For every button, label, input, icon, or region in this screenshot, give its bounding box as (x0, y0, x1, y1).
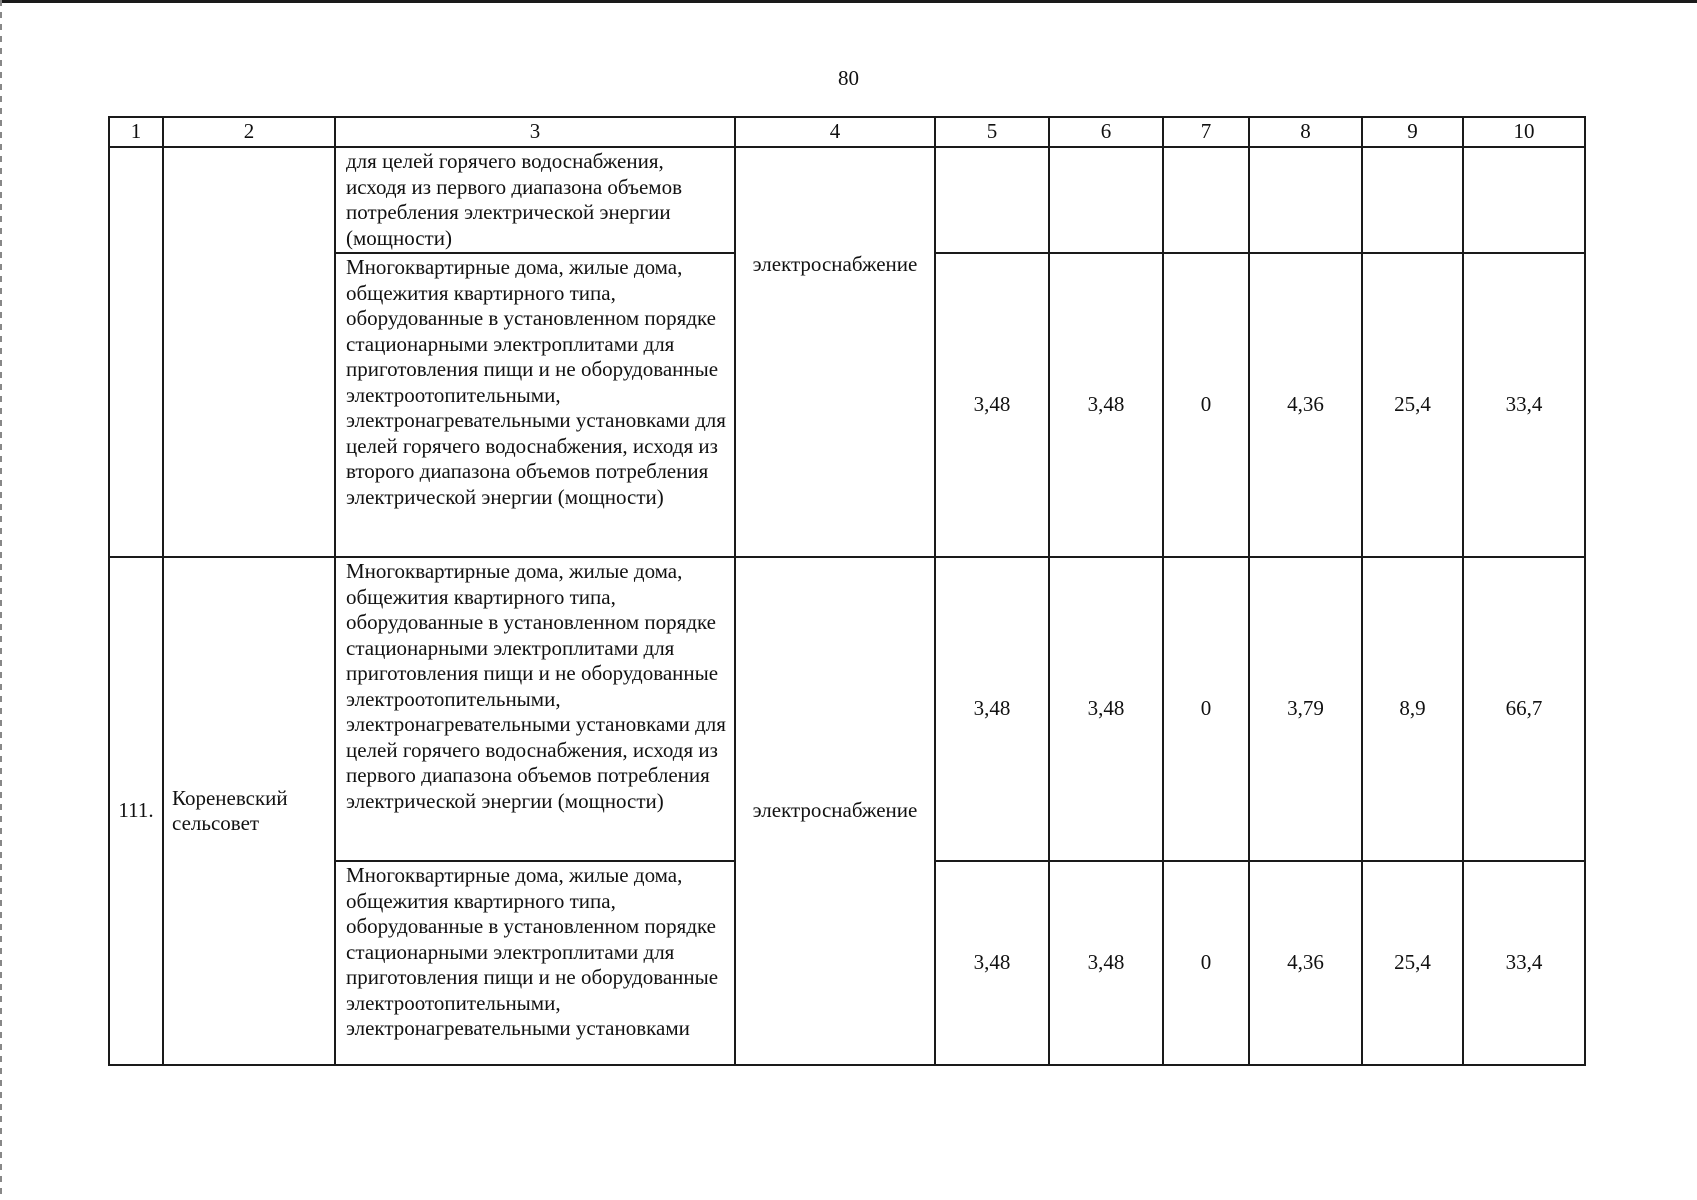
tariff-table (108, 116, 1586, 1066)
value-cell: 66,7 (1463, 557, 1585, 861)
value-cell: 3,48 (935, 253, 1049, 557)
row-number-cell (109, 147, 163, 557)
value-cell: 3,48 (935, 557, 1049, 861)
header-row (109, 117, 1585, 147)
header-cell: 5 (935, 117, 1049, 147)
table-row (109, 147, 1585, 253)
value-cell (1463, 147, 1585, 253)
value-cell: 4,36 (1249, 861, 1362, 1065)
consumer-category-cell: Многоквартирные дома, жилые дома, общежития квартирного типа, оборудованные в установленном порядке стационарными электроплитами для приготовления пищи и не оборудованные электроотопительными, электронагревательными установками для целей горячего водоснабжения, исходя из первого диапазона объемов потребления электрической энергии (мощности) (335, 557, 735, 861)
settlement-cell: Кореневский сельсовет (163, 557, 335, 1065)
scan-edge-top (0, 0, 1697, 3)
header-cell: 8 (1249, 117, 1362, 147)
value-cell (935, 147, 1049, 253)
service-type-cell: электроснабжение (735, 557, 935, 1065)
header-cell: 4 (735, 117, 935, 147)
value-cell: 33,4 (1463, 861, 1585, 1065)
page-number: 80 (838, 66, 859, 90)
consumer-category-cell: Многоквартирные дома, жилые дома, общежития квартирного типа, оборудованные в установленном порядке стационарными электроплитами для приготовления пищи и не оборудованные электроотопительными, электронагревательными установками (335, 861, 735, 1065)
table-row (109, 557, 1585, 861)
scan-edge-left (0, 0, 2, 1200)
settlement-cell (163, 147, 335, 557)
service-type-cell: электроснабжение (735, 147, 935, 557)
value-cell: 3,48 (1049, 253, 1163, 557)
value-cell (1362, 147, 1463, 253)
consumer-category-cell: для целей горячего водоснабжения, исходя из первого диапазона объемов потребления электрической энергии (мощности) (335, 147, 735, 253)
value-cell (1049, 147, 1163, 253)
header-cell: 6 (1049, 117, 1163, 147)
value-cell: 0 (1163, 253, 1249, 557)
value-cell: 8,9 (1362, 557, 1463, 861)
value-cell (1163, 147, 1249, 253)
header-cell: 3 (335, 117, 735, 147)
value-cell: 3,79 (1249, 557, 1362, 861)
value-cell: 25,4 (1362, 253, 1463, 557)
value-cell: 33,4 (1463, 253, 1585, 557)
value-cell: 0 (1163, 861, 1249, 1065)
value-cell: 0 (1163, 557, 1249, 861)
header-cell: 10 (1463, 117, 1585, 147)
row-number-cell: 111. (109, 557, 163, 1065)
value-cell: 3,48 (935, 861, 1049, 1065)
value-cell: 3,48 (1049, 557, 1163, 861)
consumer-category-cell: Многоквартирные дома, жилые дома, общежития квартирного типа, оборудованные в установленном порядке стационарными электроплитами для приготовления пищи и не оборудованные электроотопительными, электронагревательными установками для целей горячего водоснабжения, исходя из второго диапазона объемов потребления электрической энергии (мощности) (335, 253, 735, 557)
header-cell: 1 (109, 117, 163, 147)
header-cell: 7 (1163, 117, 1249, 147)
value-cell: 25,4 (1362, 861, 1463, 1065)
value-cell: 4,36 (1249, 253, 1362, 557)
value-cell: 3,48 (1049, 861, 1163, 1065)
value-cell (1249, 147, 1362, 253)
header-cell: 9 (1362, 117, 1463, 147)
header-cell: 2 (163, 117, 335, 147)
